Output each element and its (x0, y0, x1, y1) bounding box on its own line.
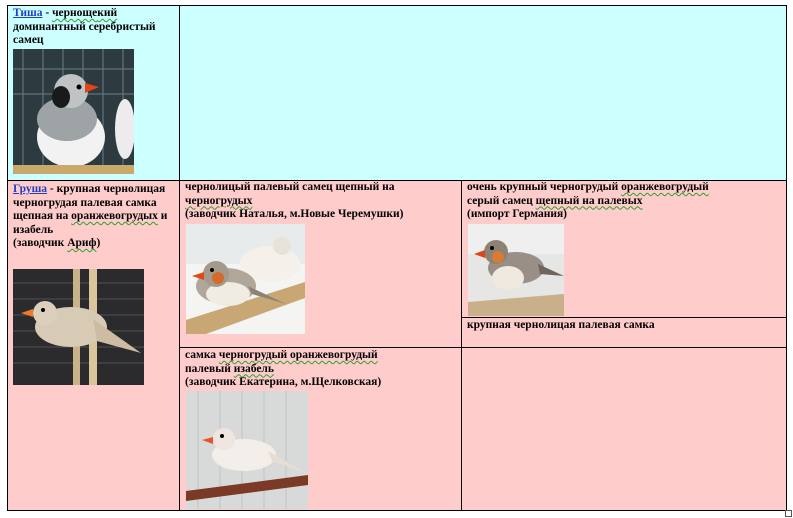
grusha-photo (13, 269, 144, 385)
isabel-female-photo (186, 391, 308, 509)
tisha-caption: Тиша - чернощекий доминантный серебристый самец (13, 7, 156, 46)
bird-photo-icon (186, 391, 308, 509)
bird-photo-icon (186, 224, 305, 334)
isabel-female-caption: самка черногрудый оранжевогрудый палевый изабель (заводчик Екатерина, м.Щелковская) (185, 349, 382, 388)
grusha-caption: Груша - крупная чернолицая черногрудая палевая самка щепная на оранжевогрудых и изабель (заводчик Ариф) (13, 183, 168, 249)
bird-photo-icon (468, 224, 564, 316)
big-male-photo (468, 224, 564, 316)
tisha-name-link[interactable]: Тиша (13, 7, 43, 19)
tisha-photo (13, 49, 134, 174)
pale-male-caption: чернолицый палевый самец щепный на черногрудых (заводчик Наталья, м.Новые Черемушки) (185, 181, 404, 220)
birds-table (7, 5, 787, 511)
table-resize-handle[interactable] (785, 510, 792, 517)
grusha-name-link[interactable]: Груша (13, 183, 48, 195)
big-female-caption: крупная чернолицая палевая самка (467, 319, 655, 331)
pale-male-photo (186, 224, 305, 334)
bird-photo-icon (13, 269, 144, 385)
bird-photo-icon (13, 49, 134, 174)
big-male-caption: очень крупный черногрудый оранжевогрудый серый самец щепный на палевых (импорт Германия) (467, 181, 709, 220)
cell-empty-bottom (461, 347, 787, 511)
cell-empty-top (179, 5, 787, 181)
